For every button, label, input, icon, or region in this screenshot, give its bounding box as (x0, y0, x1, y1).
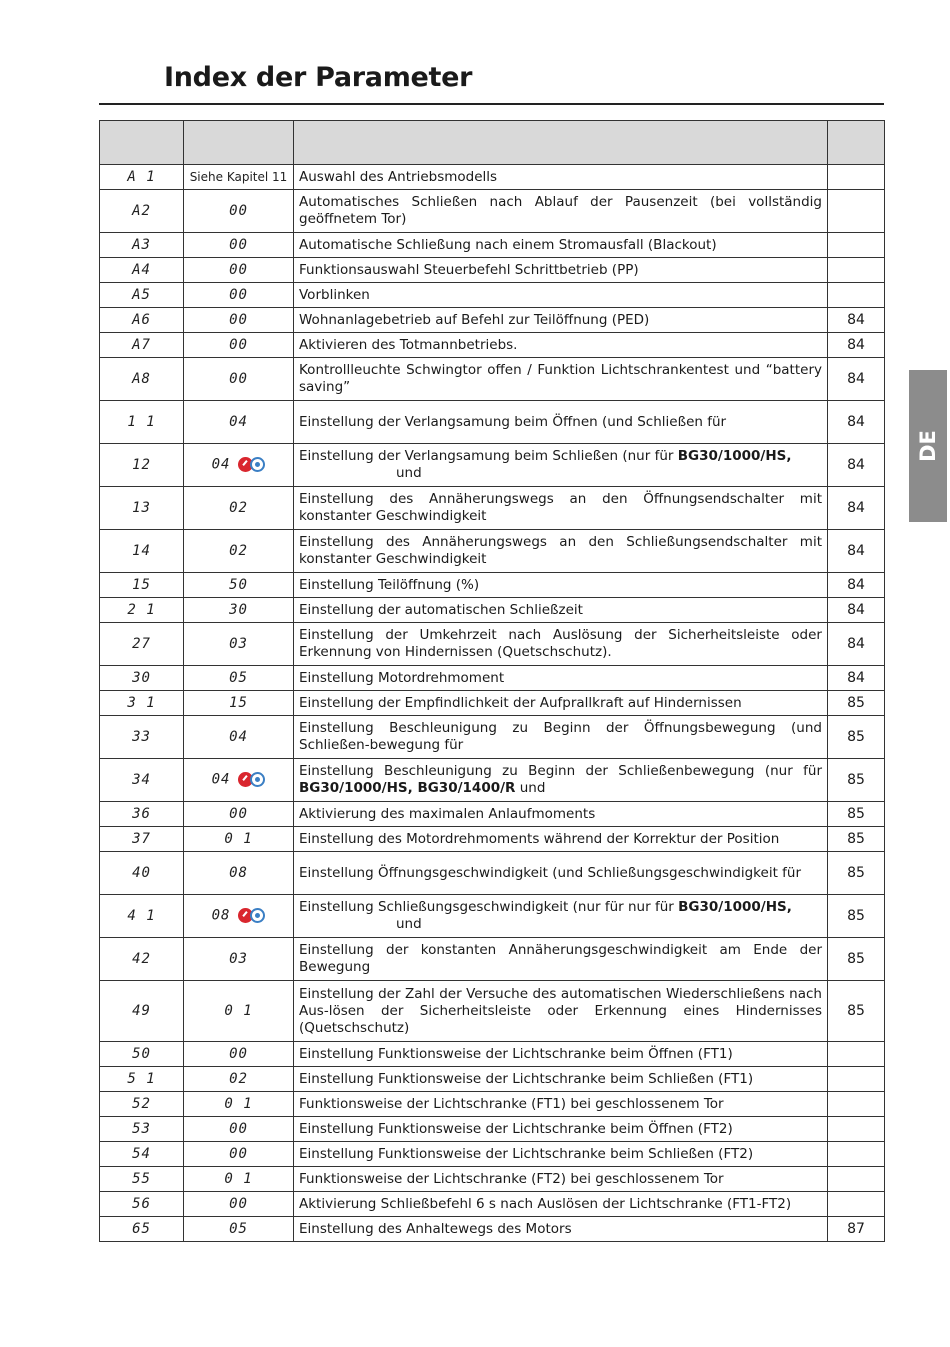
table-row (100, 1142, 885, 1167)
param-page: 84 (828, 358, 885, 401)
param-description-text: Einstellung Beschleunigung zu Beginn der Öffnungsbewegung (und Schließen-bewegung für (299, 720, 822, 753)
param-default (184, 1067, 294, 1092)
param-description (294, 1167, 828, 1192)
table-row (100, 1117, 885, 1142)
param-description (294, 1192, 828, 1217)
param-default (184, 573, 294, 598)
table-row (100, 573, 885, 598)
param-default (184, 1142, 294, 1167)
param-description (294, 258, 828, 283)
param-page: 85 (828, 981, 885, 1042)
param-code: 13 (100, 487, 184, 530)
param-description-text: Einstellung der Zahl der Versuche des automatischen Wiederschließens nach Aus-lösen der Sicherheitsleiste oder Erkennung eines Hindernisses (Quetschschutz) (299, 985, 822, 1036)
motor-blue-icon (250, 457, 265, 472)
param-code: 15 (100, 573, 184, 598)
param-code: 12 (100, 444, 184, 487)
param-code: 37 (100, 827, 184, 852)
motor-blue-icon (250, 772, 265, 787)
param-default (184, 623, 294, 666)
param-model-names: BG30/1000/HS, (677, 448, 792, 464)
table-row (100, 358, 885, 401)
param-default (184, 530, 294, 573)
header-cell-page (828, 121, 885, 165)
param-description-text: Einstellung Teilöffnung (%) (299, 576, 480, 593)
param-default-value: 30 (229, 601, 248, 618)
param-page: 84 (828, 573, 885, 598)
param-code: A3 (100, 233, 184, 258)
param-code: 40 (100, 852, 184, 895)
param-description (294, 573, 828, 598)
param-page (828, 258, 885, 283)
parameter-table (99, 120, 885, 1242)
param-description (294, 852, 828, 895)
table-row (100, 981, 885, 1042)
param-code: 50 (100, 1042, 184, 1067)
param-code: 52 (100, 1092, 184, 1117)
param-default-value: 00 (229, 1120, 248, 1137)
param-default-value: 02 (229, 499, 248, 516)
param-code: 54 (100, 1142, 184, 1167)
param-description (294, 759, 828, 802)
param-page: 84 (828, 487, 885, 530)
param-description-text: Einstellung Funktionsweise der Lichtschranke beim Schließen (FT1) (299, 1070, 754, 1087)
table-row (100, 308, 885, 333)
param-default (184, 308, 294, 333)
param-page (828, 1192, 885, 1217)
table-row (100, 938, 885, 981)
param-code: 30 (100, 666, 184, 691)
table-row (100, 1217, 885, 1242)
param-default-value: 00 (229, 805, 248, 822)
param-code: 56 (100, 1192, 184, 1217)
param-code: A8 (100, 358, 184, 401)
param-default (184, 258, 294, 283)
table-row (100, 1042, 885, 1067)
param-description (294, 666, 828, 691)
table-row (100, 759, 885, 802)
param-page: 85 (828, 895, 885, 938)
param-default-value: 04 (229, 728, 248, 745)
param-default (184, 1117, 294, 1142)
param-description (294, 444, 828, 487)
param-default (184, 165, 294, 190)
param-description (294, 1142, 828, 1167)
param-default (184, 444, 294, 487)
param-page: 85 (828, 938, 885, 981)
param-default-value: 05 (229, 1220, 248, 1237)
param-description-text: Einstellung Öffnungsgeschwindigkeit (und Schließungsgeschwindigkeit für (299, 864, 802, 881)
param-default (184, 852, 294, 895)
param-default (184, 691, 294, 716)
table-row (100, 1167, 885, 1192)
param-code: A2 (100, 190, 184, 233)
table-header-row (100, 121, 885, 165)
param-code: 42 (100, 938, 184, 981)
param-code: A7 (100, 333, 184, 358)
param-default (184, 759, 294, 802)
param-page: 84 (828, 308, 885, 333)
param-code: 1 1 (100, 401, 184, 444)
table-row (100, 1092, 885, 1117)
table-row (100, 190, 885, 233)
param-code: 14 (100, 530, 184, 573)
header-cell-code (100, 121, 184, 165)
param-description-text: Vorblinken (299, 286, 370, 303)
param-description-text: Kontrollleuchte Schwingtor offen / Funktion Lichtschrankentest und “battery saving” (299, 362, 822, 395)
param-default-value: 03 (229, 950, 248, 967)
param-default (184, 981, 294, 1042)
param-description (294, 716, 828, 759)
param-page: 85 (828, 759, 885, 802)
table-row (100, 666, 885, 691)
param-code: 36 (100, 802, 184, 827)
param-description-text: Aktivierung des maximalen Anlaufmoments (299, 805, 596, 822)
param-default-value: 03 (229, 635, 248, 652)
param-description (294, 283, 828, 308)
table-row (100, 401, 885, 444)
param-default-value: 00 (229, 236, 248, 253)
param-code: 27 (100, 623, 184, 666)
table-row (100, 852, 885, 895)
language-tab (909, 370, 947, 522)
param-default-value: 00 (229, 286, 248, 303)
param-description (294, 487, 828, 530)
param-default (184, 1217, 294, 1242)
param-default-value: 50 (229, 576, 248, 593)
param-description (294, 1117, 828, 1142)
param-description-text: Automatisches Schließen nach Ablauf der Pausenzeit (bei vollständig geöffnetem Tor) (299, 194, 822, 227)
title-divider (99, 103, 884, 105)
param-code: A4 (100, 258, 184, 283)
param-default (184, 233, 294, 258)
param-default-value: 0 1 (224, 1170, 253, 1187)
param-default-value: 00 (229, 202, 248, 219)
param-default-value: 00 (229, 311, 248, 328)
table-row (100, 716, 885, 759)
param-default-value: 08 (211, 907, 231, 924)
param-default (184, 895, 294, 938)
param-page: 85 (828, 852, 885, 895)
param-page (828, 1117, 885, 1142)
param-description-text: Funktionsweise der Lichtschranke (FT1) bei geschlossenem Tor (299, 1095, 724, 1112)
param-page (828, 1142, 885, 1167)
param-description-text: Einstellung Funktionsweise der Lichtschranke beim Schließen (FT2) (299, 1145, 754, 1162)
param-default-value: 04 (211, 456, 231, 473)
param-description-text: Wohnanlagebetrieb auf Befehl zur Teilöffnung (PED) (299, 311, 650, 328)
param-description (294, 358, 828, 401)
param-default-value: 00 (229, 1195, 248, 1212)
page-title: Index der Parameter (164, 62, 473, 93)
table-row (100, 165, 885, 190)
param-description-text: Einstellung Beschleunigung zu Beginn der Schließenbewegung (nur für (299, 763, 822, 779)
param-description-text: Funktionsauswahl Steuerbefehl Schrittbetrieb (PP) (299, 261, 639, 278)
param-default-value: 00 (229, 370, 248, 387)
param-description (294, 1067, 828, 1092)
param-default (184, 716, 294, 759)
param-page: 84 (828, 623, 885, 666)
model-icons (238, 456, 265, 473)
param-code: 55 (100, 1167, 184, 1192)
param-description-text: Einstellung der automatischen Schließzeit (299, 601, 583, 618)
header-cell-description (294, 121, 828, 165)
param-page: 84 (828, 333, 885, 358)
param-page (828, 1042, 885, 1067)
param-description-text: Einstellung Funktionsweise der Lichtschranke beim Öffnen (FT2) (299, 1120, 733, 1137)
param-description (294, 1042, 828, 1067)
param-description (294, 233, 828, 258)
param-description-text: Einstellung der Empfindlichkeit der Aufprallkraft auf Hindernissen (299, 694, 742, 711)
param-description-text: Einstellung der Verlangsamung beim Öffnen (und Schließen für (299, 413, 727, 430)
param-default (184, 938, 294, 981)
table-row (100, 283, 885, 308)
param-default-value: 00 (229, 1145, 248, 1162)
param-description (294, 333, 828, 358)
param-description (294, 598, 828, 623)
table-row (100, 530, 885, 573)
param-description-text: Einstellung des Annäherungswegs an den Öffnungsendschalter mit konstanter Geschwindigkeit (299, 491, 822, 524)
param-page: 84 (828, 401, 885, 444)
table-row (100, 1192, 885, 1217)
param-default-value: 00 (229, 1045, 248, 1062)
param-description-text: Funktionsweise der Lichtschranke (FT2) bei geschlossenem Tor (299, 1170, 724, 1187)
param-description-text: Automatische Schließung nach einem Stromausfall (Blackout) (299, 236, 717, 253)
param-default (184, 827, 294, 852)
param-page: 87 (828, 1217, 885, 1242)
param-default (184, 598, 294, 623)
param-description (294, 623, 828, 666)
param-default-value: 04 (211, 771, 231, 788)
param-default (184, 190, 294, 233)
param-page (828, 1067, 885, 1092)
param-description (294, 981, 828, 1042)
table-row (100, 623, 885, 666)
language-tab-label: DE (916, 430, 940, 462)
param-default-value: 02 (229, 542, 248, 559)
param-default-value: 0 1 (224, 1002, 253, 1019)
table-row (100, 1067, 885, 1092)
table-body (100, 165, 885, 1242)
param-description (294, 308, 828, 333)
param-page (828, 1167, 885, 1192)
model-icons (238, 907, 265, 924)
param-description-text: Einstellung des Motordrehmoments während der Korrektur der Position (299, 830, 780, 847)
param-page: 85 (828, 691, 885, 716)
table-row (100, 598, 885, 623)
param-default (184, 1042, 294, 1067)
table-row (100, 444, 885, 487)
param-description-text: Einstellung der Verlangsamung beim Schließen (nur für (299, 448, 678, 464)
param-default-value: 00 (229, 261, 248, 278)
param-default (184, 666, 294, 691)
param-description (294, 165, 828, 190)
param-description-continuation: und (515, 780, 546, 796)
param-default-value: Siehe Kapitel 11 (189, 169, 288, 184)
table-row (100, 827, 885, 852)
param-default-value: 08 (229, 864, 248, 881)
param-code: 2 1 (100, 598, 184, 623)
param-description-text: Auswahl des Antriebsmodells (299, 168, 498, 185)
param-code: A5 (100, 283, 184, 308)
param-description (294, 1217, 828, 1242)
param-code: 49 (100, 981, 184, 1042)
param-description-continuation: und (396, 916, 422, 932)
table-row (100, 802, 885, 827)
param-page: 84 (828, 444, 885, 487)
param-description-text: Aktivierung Schließbefehl 6 s nach Auslösen der Lichtschranke (FT1-FT2) (299, 1195, 792, 1212)
param-model-names: BG30/1000/HS, (678, 899, 792, 915)
param-description-continuation: und (396, 465, 422, 481)
param-page: 84 (828, 530, 885, 573)
param-default-value: 15 (229, 694, 248, 711)
param-code: 65 (100, 1217, 184, 1242)
table-row (100, 233, 885, 258)
param-description (294, 802, 828, 827)
param-model-names: BG30/1000/HS, BG30/1400/R (299, 780, 516, 796)
param-page: 84 (828, 598, 885, 623)
param-description (294, 401, 828, 444)
param-default-value: 0 1 (224, 830, 253, 847)
param-default (184, 487, 294, 530)
param-code: A6 (100, 308, 184, 333)
param-description-text: Aktivieren des Totmannbetriebs. (299, 336, 518, 353)
param-code: 34 (100, 759, 184, 802)
param-description (294, 530, 828, 573)
param-default (184, 1192, 294, 1217)
param-description (294, 895, 828, 938)
table-row (100, 487, 885, 530)
param-default-value: 00 (229, 336, 248, 353)
param-code: 5 1 (100, 1067, 184, 1092)
param-code: A 1 (100, 165, 184, 190)
param-default (184, 802, 294, 827)
model-icons (238, 771, 265, 788)
param-description-text: Einstellung Funktionsweise der Lichtschranke beim Öffnen (FT1) (299, 1045, 733, 1062)
table-row (100, 895, 885, 938)
table-row (100, 333, 885, 358)
param-description (294, 827, 828, 852)
param-page: 85 (828, 716, 885, 759)
param-description-text: Einstellung der konstanten Annäherungsgeschwindigkeit am Ende der Bewegung (299, 942, 822, 975)
param-default (184, 1167, 294, 1192)
param-description (294, 190, 828, 233)
param-code: 33 (100, 716, 184, 759)
param-page (828, 1092, 885, 1117)
param-description-text: Einstellung der Umkehrzeit nach Auslösung der Sicherheitsleiste oder Erkennung von Hindernissen (Quetschschutz). (299, 627, 822, 660)
param-description-text: Einstellung des Anhaltewegs des Motors (299, 1220, 572, 1237)
param-description-text: Einstellung Motordrehmoment (299, 669, 505, 686)
param-page (828, 190, 885, 233)
param-default-value: 02 (229, 1070, 248, 1087)
param-default-value: 05 (229, 669, 248, 686)
param-code: 3 1 (100, 691, 184, 716)
param-description (294, 938, 828, 981)
header-cell-default (184, 121, 294, 165)
param-default (184, 333, 294, 358)
param-page: 85 (828, 802, 885, 827)
param-page: 84 (828, 666, 885, 691)
param-description-text: Einstellung des Annäherungswegs an den Schließungsendschalter mit konstanter Geschwindigkeit (299, 534, 822, 567)
param-description-text: Einstellung Schließungsgeschwindigkeit (nur für nur für (299, 899, 679, 915)
param-page (828, 283, 885, 308)
param-description (294, 691, 828, 716)
param-page (828, 233, 885, 258)
param-code: 53 (100, 1117, 184, 1142)
param-default-value: 0 1 (224, 1095, 253, 1112)
param-default (184, 358, 294, 401)
table-row (100, 691, 885, 716)
param-default-value: 04 (229, 413, 248, 430)
param-default (184, 1092, 294, 1117)
table-row (100, 258, 885, 283)
param-code: 4 1 (100, 895, 184, 938)
param-page: 85 (828, 827, 885, 852)
param-description (294, 1092, 828, 1117)
motor-blue-icon (250, 908, 265, 923)
param-default (184, 283, 294, 308)
param-page (828, 165, 885, 190)
param-default (184, 401, 294, 444)
